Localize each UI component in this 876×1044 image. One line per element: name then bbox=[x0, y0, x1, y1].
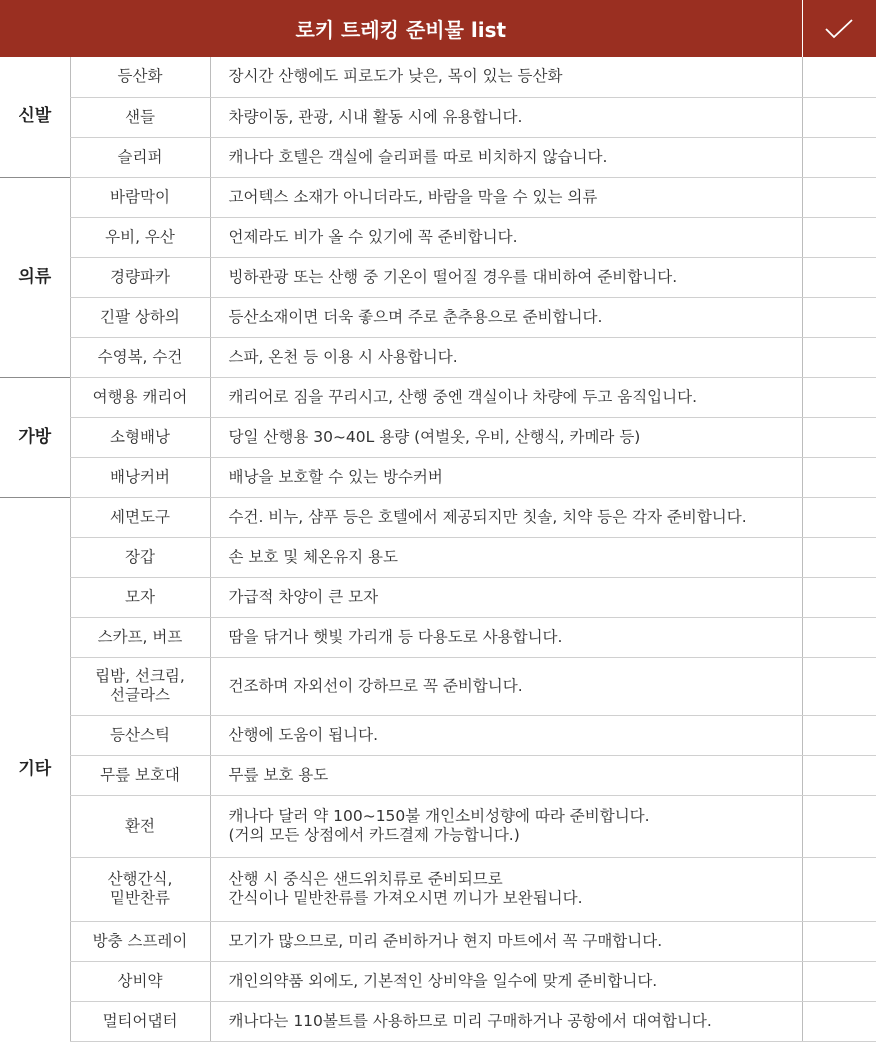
table-row bbox=[0, 217, 876, 257]
item-description-line: 장시간 산행에도 피로도가 낮은, 목이 있는 등산화 bbox=[228, 67, 563, 86]
checkbox-cell[interactable] bbox=[802, 755, 876, 795]
item-description bbox=[210, 57, 802, 97]
item-description bbox=[210, 457, 802, 497]
table-row bbox=[0, 497, 876, 537]
item-description-line: 수건. 비누, 샴푸 등은 호텔에서 제공되지만 칫솔, 치약 등은 각자 준비합니다. bbox=[228, 507, 747, 526]
item-name-line: 장갑 bbox=[125, 547, 155, 566]
item-description-line: 가급적 차양이 큰 모자 bbox=[228, 587, 379, 606]
table-row bbox=[0, 657, 876, 715]
item-name bbox=[70, 417, 210, 457]
item-description-line: 모기가 많으므로, 미리 준비하거나 현지 마트에서 꼭 구매합니다. bbox=[228, 931, 663, 950]
item-name-line: 스카프, 버프 bbox=[97, 627, 183, 646]
checkbox-cell[interactable] bbox=[802, 537, 876, 577]
table-row bbox=[0, 257, 876, 297]
checkbox-cell[interactable] bbox=[802, 297, 876, 337]
item-description bbox=[210, 715, 802, 755]
item-name-line: 멀티어댑터 bbox=[102, 1011, 178, 1030]
item-name bbox=[70, 217, 210, 257]
item-description bbox=[210, 137, 802, 177]
item-name-line: 밑반찬류 bbox=[110, 889, 170, 907]
item-description bbox=[210, 617, 802, 657]
item-name bbox=[70, 97, 210, 137]
item-name-line: 등산화 bbox=[117, 67, 163, 86]
item-description bbox=[210, 537, 802, 577]
item-name-line: 무릎 보호대 bbox=[100, 765, 180, 784]
table-row bbox=[0, 337, 876, 377]
item-description-line: 당일 산행용 30~40L 용량 (여벌옷, 우비, 산행식, 카메라 등) bbox=[228, 427, 641, 446]
item-name bbox=[70, 755, 210, 795]
checkbox-cell[interactable] bbox=[802, 457, 876, 497]
checkbox-cell[interactable] bbox=[802, 961, 876, 1001]
item-description bbox=[210, 497, 802, 537]
item-name-line: 환전 bbox=[125, 816, 155, 835]
item-name bbox=[70, 961, 210, 1001]
item-name bbox=[70, 715, 210, 755]
item-name bbox=[70, 1001, 210, 1041]
category-label: 기타 bbox=[0, 497, 70, 1041]
category-label: 가방 bbox=[0, 377, 70, 497]
table-row bbox=[0, 961, 876, 1001]
table-row bbox=[0, 377, 876, 417]
item-name bbox=[70, 497, 210, 537]
table-row bbox=[0, 537, 876, 577]
item-name-line: 상비약 bbox=[117, 971, 163, 990]
item-name-line: 세면도구 bbox=[110, 507, 170, 526]
table-row bbox=[0, 577, 876, 617]
table-row bbox=[0, 457, 876, 497]
checkbox-cell[interactable] bbox=[802, 497, 876, 537]
checkbox-cell[interactable] bbox=[802, 377, 876, 417]
table-row bbox=[0, 715, 876, 755]
item-description-line: 개인의약품 외에도, 기본적인 상비약을 일수에 맞게 준비합니다. bbox=[228, 971, 658, 990]
item-description-line: 건조하며 자외선이 강하므로 꼭 준비합니다. bbox=[228, 676, 523, 695]
item-description bbox=[210, 755, 802, 795]
item-name-line: 여행용 캐리어 bbox=[92, 387, 188, 406]
item-name-line: 모자 bbox=[125, 587, 155, 606]
table-title: 로키 트레킹 준비물 list bbox=[0, 0, 802, 57]
table-row bbox=[0, 755, 876, 795]
item-name-line: 배낭커버 bbox=[110, 467, 170, 486]
item-description bbox=[210, 795, 802, 857]
checkbox-cell[interactable] bbox=[802, 137, 876, 177]
item-name-line: 립밤, 선크림, bbox=[95, 667, 185, 685]
item-description bbox=[210, 297, 802, 337]
item-description-line: 캐나다 호텔은 객실에 슬리퍼를 따로 비치하지 않습니다. bbox=[228, 147, 608, 166]
item-description-line: 산행에 도움이 됩니다. bbox=[228, 725, 379, 744]
checkbox-cell[interactable] bbox=[802, 177, 876, 217]
check-column-header bbox=[802, 0, 876, 57]
item-name-line: 우비, 우산 bbox=[105, 227, 175, 246]
table-row bbox=[0, 921, 876, 961]
item-name bbox=[70, 617, 210, 657]
item-name-line: 선글라스 bbox=[110, 686, 170, 704]
item-name bbox=[70, 921, 210, 961]
item-name-line: 긴팔 상하의 bbox=[100, 307, 180, 326]
checkbox-cell[interactable] bbox=[802, 257, 876, 297]
item-description bbox=[210, 921, 802, 961]
item-description-line: 캐나다 달러 약 100~150불 개인소비성향에 따라 준비합니다. bbox=[228, 807, 650, 825]
checkbox-cell[interactable] bbox=[802, 715, 876, 755]
table-row bbox=[0, 97, 876, 137]
item-name-line: 수영복, 수건 bbox=[97, 347, 183, 366]
item-name-line: 소형배낭 bbox=[110, 427, 170, 446]
item-description-line: 고어텍스 소재가 아니더라도, 바람을 막을 수 있는 의류 bbox=[228, 187, 598, 206]
item-name-line: 바람막이 bbox=[110, 187, 170, 206]
item-description-line: 땀을 닦거나 햇빛 가리개 등 다용도로 사용합니다. bbox=[228, 627, 563, 646]
item-name bbox=[70, 337, 210, 377]
item-description-line: 등산소재이면 더욱 좋으며 주로 춘추용으로 준비합니다. bbox=[228, 307, 603, 326]
item-description-line: 차량이동, 관광, 시내 활동 시에 유용합니다. bbox=[228, 107, 523, 126]
item-name-line: 경량파카 bbox=[110, 267, 170, 286]
item-name-line: 슬리퍼 bbox=[117, 147, 163, 166]
checkbox-cell[interactable] bbox=[802, 97, 876, 137]
table-row bbox=[0, 795, 876, 857]
table-row bbox=[0, 617, 876, 657]
item-description-line: 무릎 보호 용도 bbox=[228, 765, 329, 784]
item-name bbox=[70, 537, 210, 577]
checkbox-cell[interactable] bbox=[802, 795, 876, 857]
category-label: 신발 bbox=[18, 106, 52, 127]
checkbox-cell[interactable] bbox=[802, 617, 876, 657]
item-description bbox=[210, 217, 802, 257]
item-name-line: 산행간식, bbox=[107, 870, 173, 888]
checkbox-cell[interactable] bbox=[802, 857, 876, 921]
category-label: 의류 bbox=[0, 177, 70, 377]
item-name bbox=[70, 377, 210, 417]
item-description-line: 캐리어로 짐을 꾸리시고, 산행 중엔 객실이나 차량에 두고 움직입니다. bbox=[228, 387, 698, 406]
item-description bbox=[210, 1001, 802, 1041]
checkbox-cell[interactable] bbox=[802, 1001, 876, 1041]
item-name bbox=[70, 177, 210, 217]
item-description-line: 산행 시 중식은 샌드위치류로 준비되므로 bbox=[228, 870, 503, 888]
item-description bbox=[210, 337, 802, 377]
item-description bbox=[210, 97, 802, 137]
header-row bbox=[0, 0, 876, 57]
item-description bbox=[210, 657, 802, 715]
item-name bbox=[70, 137, 210, 177]
item-description-line: 간식이나 밑반찬류를 가져오시면 끼니가 보완됩니다. bbox=[228, 889, 583, 907]
table-row bbox=[0, 417, 876, 457]
item-description-line: (거의 모든 상점에서 카드결제 가능합니다.) bbox=[228, 826, 520, 844]
table-row bbox=[0, 177, 876, 217]
item-name-line: 샌들 bbox=[125, 107, 155, 126]
item-description-line: 언제라도 비가 올 수 있기에 꼭 준비합니다. bbox=[228, 227, 518, 246]
item-description bbox=[210, 857, 802, 921]
checkbox-cell[interactable] bbox=[802, 417, 876, 457]
item-description-line: 스파, 온천 등 이용 시 사용합니다. bbox=[228, 347, 458, 366]
item-description bbox=[210, 257, 802, 297]
item-description bbox=[210, 577, 802, 617]
item-name bbox=[70, 657, 210, 715]
item-name bbox=[70, 57, 210, 97]
table-row bbox=[0, 137, 876, 177]
item-description bbox=[210, 177, 802, 217]
table-row bbox=[0, 297, 876, 337]
checkbox-cell[interactable] bbox=[802, 921, 876, 961]
item-name bbox=[70, 795, 210, 857]
checkbox-cell[interactable] bbox=[802, 57, 876, 97]
item-description-line: 빙하관광 또는 산행 중 기온이 떨어질 경우를 대비하여 준비합니다. bbox=[228, 267, 678, 286]
checkbox-cell[interactable] bbox=[802, 337, 876, 377]
item-description bbox=[210, 417, 802, 457]
item-description-line: 배낭을 보호할 수 있는 방수커버 bbox=[228, 467, 443, 486]
item-name bbox=[70, 577, 210, 617]
checkbox-cell[interactable] bbox=[802, 217, 876, 257]
table-row bbox=[0, 57, 876, 97]
item-name bbox=[70, 257, 210, 297]
item-description bbox=[210, 961, 802, 1001]
checkmark-icon bbox=[824, 18, 854, 40]
item-description-line: 캐나다는 110볼트를 사용하므로 미리 구매하거나 공항에서 대여합니다. bbox=[228, 1011, 712, 1030]
table-row bbox=[0, 1001, 876, 1041]
item-name-line: 등산스틱 bbox=[110, 725, 170, 744]
item-description bbox=[210, 377, 802, 417]
item-name-line: 방충 스프레이 bbox=[92, 931, 188, 950]
item-name bbox=[70, 857, 210, 921]
checkbox-cell[interactable] bbox=[802, 657, 876, 715]
table-row bbox=[0, 857, 876, 921]
item-name bbox=[70, 457, 210, 497]
item-description-line: 손 보호 및 체온유지 용도 bbox=[228, 547, 398, 566]
checkbox-cell[interactable] bbox=[802, 577, 876, 617]
checklist-body bbox=[0, 57, 876, 1041]
item-name bbox=[70, 297, 210, 337]
